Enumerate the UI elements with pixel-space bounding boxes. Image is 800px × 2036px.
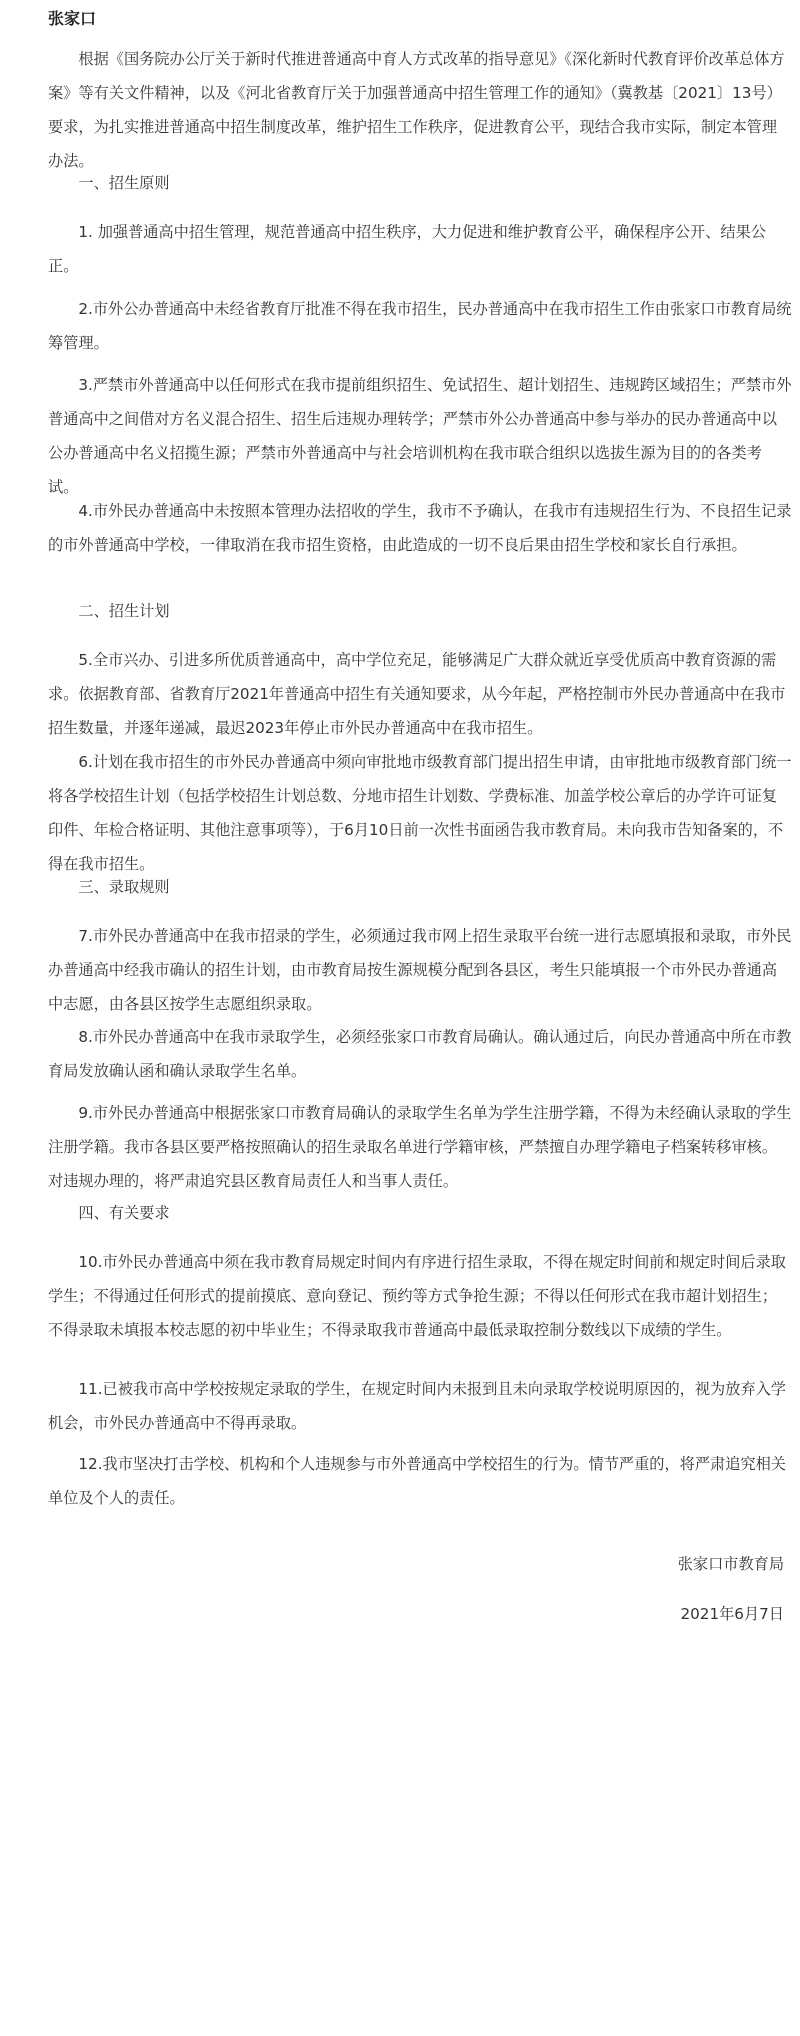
section-1-item-2: 2.市外公办普通高中未经省教育厅批准不得在我市招生，民办普通高中在我市招生工作由张家口市教育局统筹管理。 (48, 300, 792, 352)
section-3-item-7: 7.市外民办普通高中在我市招录的学生，必须通过我市网上招生录取平台统一进行志愿填报和录取，市外民办普通高中经我市确认的招生计划，由市教育局按生源规模分配到各县区，考生只能填报一个市外民办普通高中志愿，由各县区按学生志愿组织录取。 (48, 927, 792, 1013)
section-4-item-11: 11.已被我市高中学校按规定录取的学生，在规定时间内未报到且未向录取学校说明原因的，视为放弃入学机会，市外民办普通高中不得再录取。 (48, 1380, 786, 1432)
section-2-item-5: 5.全市兴办、引进多所优质普通高中，高中学位充足，能够满足广大群众就近享受优质高中教育资源的需求。依据教育部、省教育厅2021年普通高中招生有关通知要求，从今年起，严格控制市外民办普通高中在我市招生数量，并逐年递减，最迟2023年停止市外民办普通高中在我市招生。 (48, 651, 786, 737)
section-4-item-12: 12.我市坚决打击学校、机构和个人违规参与市外普通高中学校招生的行为。情节严重的，将严肃追究相关单位及个人的责任。 (48, 1455, 786, 1507)
section-heading-3: 三、录取规则 (78, 878, 170, 896)
section-2-item-6: 6.计划在我市招生的市外民办普通高中须向审批地市级教育部门提出招生申请，由审批地市级教育部门统一将各学校招生计划（包括学校招生计划总数、分地市招生计划数、学费标准、加盖学校公章后的办学许可证复印件、年检合格证明、其他注意事项等），于6月10日前一次性书面函告我市教育局。未向我市告知备案的，不得在我市招生。 (48, 753, 792, 873)
section-heading-1: 一、招生原则 (78, 174, 170, 192)
document-title: 张家口 (48, 9, 97, 28)
section-heading-2: 二、招生计划 (78, 602, 170, 620)
section-1-item-3: 3.严禁市外普通高中以任何形式在我市提前组织招生、免试招生、超计划招生、违规跨区域招生；严禁市外普通高中之间借对方名义混合招生、招生后违规办理转学；严禁市外公办普通高中参与举办的民办普通高中以公办普通高中名义招揽生源；严禁市外普通高中与社会培训机构在我市联合组织以选拔生源为目的的各类考试。 (48, 376, 792, 496)
section-4-item-10: 10.市外民办普通高中须在我市教育局规定时间内有序进行招生录取，不得在规定时间前和规定时间后录取学生；不得通过任何形式的提前摸底、意向登记、预约等方式争抢生源；不得以任何形式在我市超计划招生；不得录取未填报本校志愿的初中毕业生；不得录取我市普通高中最低录取控制分数线以下成绩的学生。 (48, 1253, 786, 1339)
intro-paragraph: 根据《国务院办公厅关于新时代推进普通高中育人方式改革的指导意见》《深化新时代教育评价改革总体方案》等有关文件精神，以及《河北省教育厅关于加强普通高中招生管理工作的通知》（冀教基〔2021〕13号）要求，为扎实推进普通高中招生制度改革，维护招生工作秩序，促进教育公平，现结合我市实际，制定本管理办法。 (48, 50, 785, 170)
section-3-item-9: 9.市外民办普通高中根据张家口市教育局确认的录取学生名单为学生注册学籍，不得为未经确认录取的学生注册学籍。我市各县区要严格按照确认的招生录取名单进行学籍审核，严禁擅自办理学籍电子档案转移审核。对违规办理的，将严肃追究县区教育局责任人和当事人责任。 (48, 1104, 792, 1190)
section-1-item-1: 1. 加强普通高中招生管理，规范普通高中招生秩序，大力促进和维护教育公平，确保程序公开、结果公正。 (48, 223, 766, 275)
section-heading-4: 四、有关要求 (78, 1204, 170, 1222)
section-1-item-4: 4.市外民办普通高中未按照本管理办法招收的学生，我市不予确认，在我市有违规招生行为、不良招生记录的市外普通高中学校，一律取消在我市招生资格，由此造成的一切不良后果由招生学校和家长自行承担。 (48, 502, 792, 554)
signature-org: 张家口市教育局 (677, 1555, 784, 1573)
signature-date: 2021年6月7日 (680, 1605, 784, 1623)
section-3-item-8: 8.市外民办普通高中在我市录取学生，必须经张家口市教育局确认。确认通过后，向民办普通高中所在市教育局发放确认函和确认录取学生名单。 (48, 1028, 792, 1080)
